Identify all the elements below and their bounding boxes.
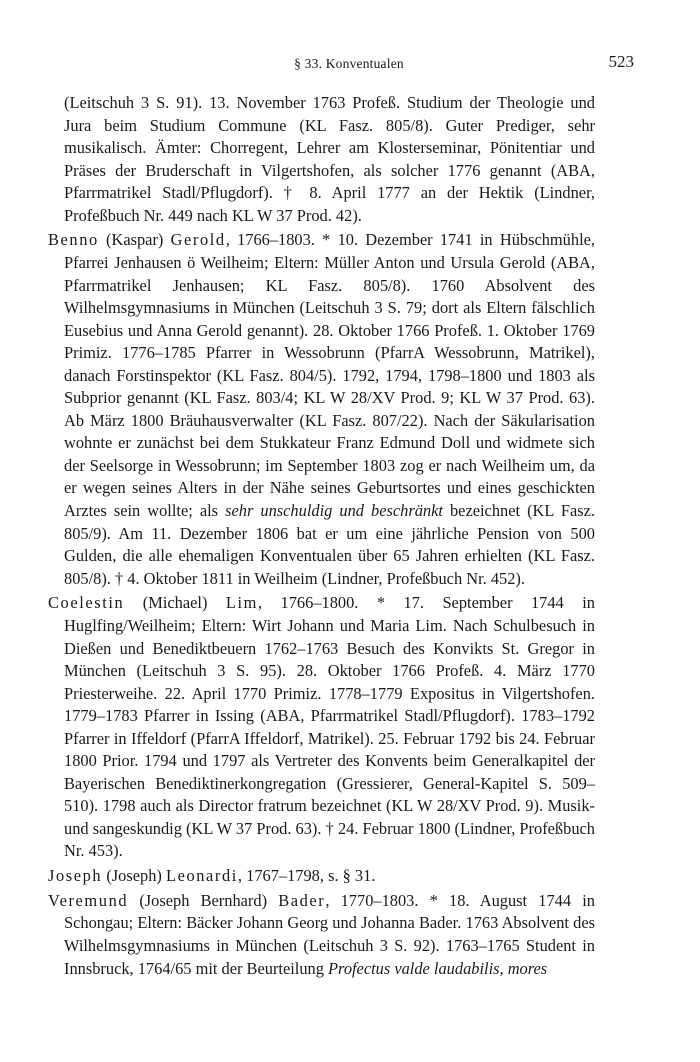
body-text <box>48 92 595 982</box>
entry-surname: Bader <box>278 890 326 910</box>
entry-surname: Gerold <box>170 230 226 250</box>
entry-italic-quote: Profectus valde laudabilis, mores <box>328 958 548 978</box>
entry-text-after: bezeichnet (KL Fasz. 805/9). Am 11. Dezember 1806 bat er um eine jährliche Pension von 500 Gulden, die alle ehemaligen Konventualen über 65 Jahren erhielten (KL Fasz. 805/8). † 4. Oktober 1811 in Weilheim (Lindner, Profeßbuch Nr. 452). <box>64 501 595 588</box>
entry-text: , 1766–1800. * 17. September 1744 in Huglfing/Weilheim; Eltern: Wirt Johann und Maria Lim. Nach Schulbesuch in Dießen und Benediktbeuern 1762–1763 Besuch des Konvikts St. Gregor in München (Leitschuh 3 S. 95). 28. Oktober 1766 Profeß. 4. März 1770 Priesterweihe. 22. April 1770 Primiz. 1778–1779 Expositus in Vilgertshofen. 1779–1783 Pfarrer in Issing (ABA, Pfarrmatrikel Stadl/Pflugdorf). 1783–1792 Pfarrer in Iffeldorf (PfarrA Iffeldorf, Matrikel). 25. Februar 1792 bis 24. Februar 1800 Prior. 1794 und 1797 als Vertreter des Konvents beim Generalkapitel der Bayerischen Benediktinerkongregation (Gressierer, General-Kapitel S. 509–510). 1798 auch als Director fratrum bezeichnet (KL W 28/XV Prod. 9). Musik- und sangeskundig (KL W 37 Prod. 63). † 24. Februar 1800 (Lindner, Profeßbuch Nr. 453). <box>64 593 595 861</box>
entry-surname: Leonardi <box>165 866 238 886</box>
entry-birth-name: (Joseph Bernhard) <box>128 890 279 910</box>
entry-birth-name: (Joseph) <box>102 866 166 886</box>
entry-name: Benno <box>48 230 99 250</box>
entry-text: , 1767–1798, s. § 31. <box>237 866 376 886</box>
entry-birth-name: (Kaspar) <box>98 230 171 250</box>
entry-text: , 1770–1803. * 18. August 1744 in Schongau; Eltern: Bäcker Johann Georg und Johanna Bader. 1763 Absolvent des Wilhelmsgymnasiums in München (Leitschuh 3 S. 92). 1763–1765 Student in Innsbruck, 1764/65 mit der Beurteilung <box>64 890 595 978</box>
entry-text: , 1766–1803. * 10. Dezember 1741 in Hübschmühle, Pfarrei Jenhausen ö Weilheim; Eltern: Müller Anton und Ursula Gerold (ABA, Pfarrmatrikel Jenhausen; KL Fasz. 805/8). 1760 Absolvent des Wilhelmsgymnasiums in München (Leitschuh 3 S. 79; dort als Eltern fälschlich Eusebius und Anna Gerold genannt). 28. Oktober 1766 Profeß. 1. Oktober 1769 Primiz. 1776–1785 Pfarrer in Wessobrunn (PfarrA Wessobrunn, Matrikel), danach Forstinspektor (KL Fasz. 804/5). 1792, 1794, 1798–1800 und 1803 als Subprior genannt (KL Fasz. 803/4; KL W 28/XV Prod. 9; KL W 37 Prod. 63). Ab März 1800 Bräuhausverwalter (KL Fasz. 807/22). Nach der Säkularisation wohnte er zunächst bei dem Stukkateur Franz Edmund Doll und widmete sich der Seelsorge in Wessobrunn; im September 1803 zog er nach Weilheim um, da er wegen seines Alters in der Nähe seines Geburtsortes und eines geschickten Arztes sein wollte; als <box>64 230 596 521</box>
entry-veremund-bader <box>48 890 595 980</box>
entry-coelestin-lim <box>48 592 595 863</box>
entry-birth-name: (Michael) <box>124 593 226 613</box>
entry-surname: Lim <box>225 593 258 613</box>
entry-name: Veremund <box>48 890 129 910</box>
continuation-paragraph: (Leitschuh 3 S. 91). 13. November 1763 Profeß. Studium der Theologie und Jura beim Studium Commune (KL Fasz. 805/8). Guter Prediger, sehr musikalisch. Ämter: Chorregent, Lehrer am Klosterseminar, Pönitentiar und Präses der Bruderschaft in Vilgertshofen, als solcher 1776 genannt (ABA, Pfarrmatrikel Stadl/Pflugdorf). † 8. April 1777 an der Hektik (Lindner, Profeßbuch Nr. 449 nach KL W 37 Prod. 42). <box>64 93 595 225</box>
running-header <box>60 52 638 74</box>
entry-italic-quote: sehr unschuldig und beschränkt <box>225 501 443 521</box>
entry-joseph-leonardi <box>48 865 595 888</box>
entry-name: Coelestin <box>48 593 125 613</box>
page-number: 523 <box>608 52 634 71</box>
entry-benno-gerold <box>48 229 595 590</box>
entry-name: Joseph <box>48 866 103 886</box>
section-title: § 33. Konventualen <box>294 56 404 71</box>
